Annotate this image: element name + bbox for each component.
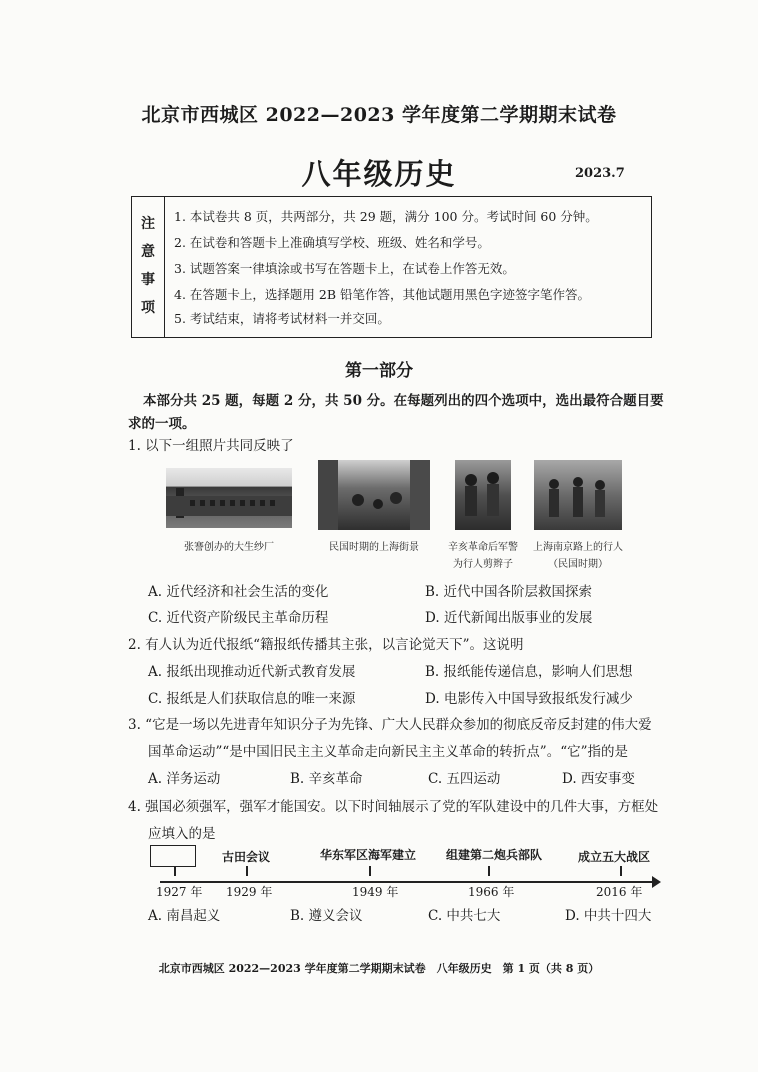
q4-stem-line2: 应填入的是 bbox=[148, 826, 216, 842]
q3-option-d[interactable]: D. 西安事变 bbox=[562, 771, 635, 787]
photo-caption: 辛亥革命后军警 bbox=[448, 542, 518, 553]
q1-option-a[interactable]: A. 近代经济和社会生活的变化 bbox=[148, 584, 329, 600]
q2-option-d[interactable]: D. 电影传入中国导致报纸发行减少 bbox=[425, 691, 633, 707]
timeline-tick bbox=[620, 866, 622, 876]
q4-option-a[interactable]: A. 南昌起义 bbox=[148, 908, 221, 924]
part-heading: 第一部分 bbox=[345, 361, 413, 381]
photo-shanghai-street bbox=[318, 460, 430, 530]
q3-stem-line1: 3. “它是一场以先进青年知识分子为先锋、广大人民群众参加的彻底反帝反封建的伟大爱 bbox=[128, 717, 652, 733]
q1-option-c[interactable]: C. 近代资产阶级民主革命历程 bbox=[148, 610, 329, 626]
photo-queue-cutting bbox=[455, 460, 511, 530]
photo-dasheng-mill bbox=[166, 468, 292, 528]
notice-label-char: 事 bbox=[141, 272, 155, 288]
exam-title: 北京市西城区 2022—2023 学年度第二学期期末试卷 bbox=[141, 104, 617, 126]
q4-option-c[interactable]: C. 中共七大 bbox=[428, 908, 501, 924]
timeline-blank-box bbox=[150, 845, 196, 867]
timeline-year: 1927 年 bbox=[156, 885, 203, 899]
q4-option-b[interactable]: B. 遵义会议 bbox=[290, 908, 363, 924]
nanjing-road-photo-image bbox=[534, 460, 622, 530]
q2-option-b[interactable]: B. 报纸能传递信息，影响人们思想 bbox=[425, 664, 633, 680]
timeline-tick bbox=[174, 866, 176, 876]
q1-stem: 1. 以下一组照片共同反映了 bbox=[128, 438, 294, 454]
q1-option-d[interactable]: D. 近代新闻出版事业的发展 bbox=[425, 610, 593, 626]
notice-label bbox=[132, 197, 165, 337]
q3-stem-line2: 国革命运动”“是中国旧民主主义革命走向新民主主义革命的转折点”。“它”指的是 bbox=[148, 744, 629, 760]
photo-caption: 上海南京路上的行人 bbox=[533, 542, 623, 553]
notice-label-char: 注 bbox=[141, 216, 155, 232]
notice-label-char: 项 bbox=[141, 300, 155, 316]
q2-option-a[interactable]: A. 报纸出现推动近代新式教育发展 bbox=[148, 664, 356, 680]
q3-option-c[interactable]: C. 五四运动 bbox=[428, 771, 501, 787]
timeline-year: 1966 年 bbox=[468, 885, 515, 899]
factory-photo-image bbox=[166, 468, 292, 528]
timeline-tick bbox=[369, 866, 371, 876]
timeline-event: 成立五大战区 bbox=[578, 850, 651, 864]
notice-item: 2. 在试卷和答题卡上准确填写学校、班级、姓名和学号。 bbox=[174, 235, 490, 250]
timeline-year: 1929 年 bbox=[226, 885, 273, 899]
timeline-year: 1949 年 bbox=[352, 885, 399, 899]
timeline-event: 古田会议 bbox=[222, 850, 271, 864]
timeline-arrow-icon bbox=[652, 876, 661, 888]
q1-option-b[interactable]: B. 近代中国各阶层救国探索 bbox=[425, 584, 593, 600]
street-photo-image bbox=[318, 460, 430, 530]
page-footer: 北京市西城区 2022—2023 学年度第二学期期末试卷 八年级历史 第 1 页（共 8 页） bbox=[158, 962, 600, 975]
subject-title: 八年级历史 bbox=[301, 157, 457, 191]
q3-option-a[interactable]: A. 洋务运动 bbox=[148, 771, 221, 787]
q2-option-c[interactable]: C. 报纸是人们获取信息的唯一来源 bbox=[148, 691, 356, 707]
q2-stem: 2. 有人认为近代报纸“籍报纸传播其主张，以言论觉天下”。这说明 bbox=[128, 637, 524, 653]
photo-caption-line2: （民国时期） bbox=[548, 559, 608, 570]
timeline-year: 2016 年 bbox=[596, 885, 643, 899]
queue-cutting-photo-image bbox=[455, 460, 511, 530]
notice-item: 5. 考试结束，请将考试材料一并交回。 bbox=[174, 311, 390, 326]
q4-option-d[interactable]: D. 中共十四大 bbox=[565, 908, 652, 924]
photo-caption-line2: 为行人剪辫子 bbox=[453, 559, 513, 570]
notice-item: 3. 试题答案一律填涂或书写在答题卡上，在试卷上作答无效。 bbox=[174, 261, 515, 276]
timeline-event: 组建第二炮兵部队 bbox=[446, 848, 543, 862]
notice-item: 4. 在答题卡上，选择题用 2B 铅笔作答，其他试题用黑色字迹签字笔作答。 bbox=[174, 287, 590, 302]
q3-option-b[interactable]: B. 辛亥革命 bbox=[290, 771, 363, 787]
timeline-tick bbox=[488, 866, 490, 876]
photo-caption: 民国时期的上海街景 bbox=[329, 542, 419, 553]
timeline-tick bbox=[246, 866, 248, 876]
photo-caption: 张謇创办的大生纱厂 bbox=[184, 542, 274, 553]
notice-item: 1. 本试卷共 8 页，共两部分，共 29 题，满分 100 分。考试时间 60 分钟。 bbox=[174, 209, 598, 224]
notice-label-char: 意 bbox=[141, 244, 155, 260]
q4-stem-line1: 4. 强国必须强军，强军才能国安。以下时间轴展示了党的军队建设中的几件大事，方框处 bbox=[128, 799, 659, 815]
notice-box bbox=[131, 196, 652, 338]
part-intro-line1: 本部分共 25 题，每题 2 分，共 50 分。在每题列出的四个选项中，选出最符合题目要 bbox=[143, 393, 664, 409]
photo-nanjing-road bbox=[534, 460, 622, 530]
timeline-event: 华东军区海军建立 bbox=[320, 848, 417, 862]
exam-date: 2023.7 bbox=[575, 166, 625, 181]
part-intro-line2: 求的一项。 bbox=[128, 416, 196, 432]
